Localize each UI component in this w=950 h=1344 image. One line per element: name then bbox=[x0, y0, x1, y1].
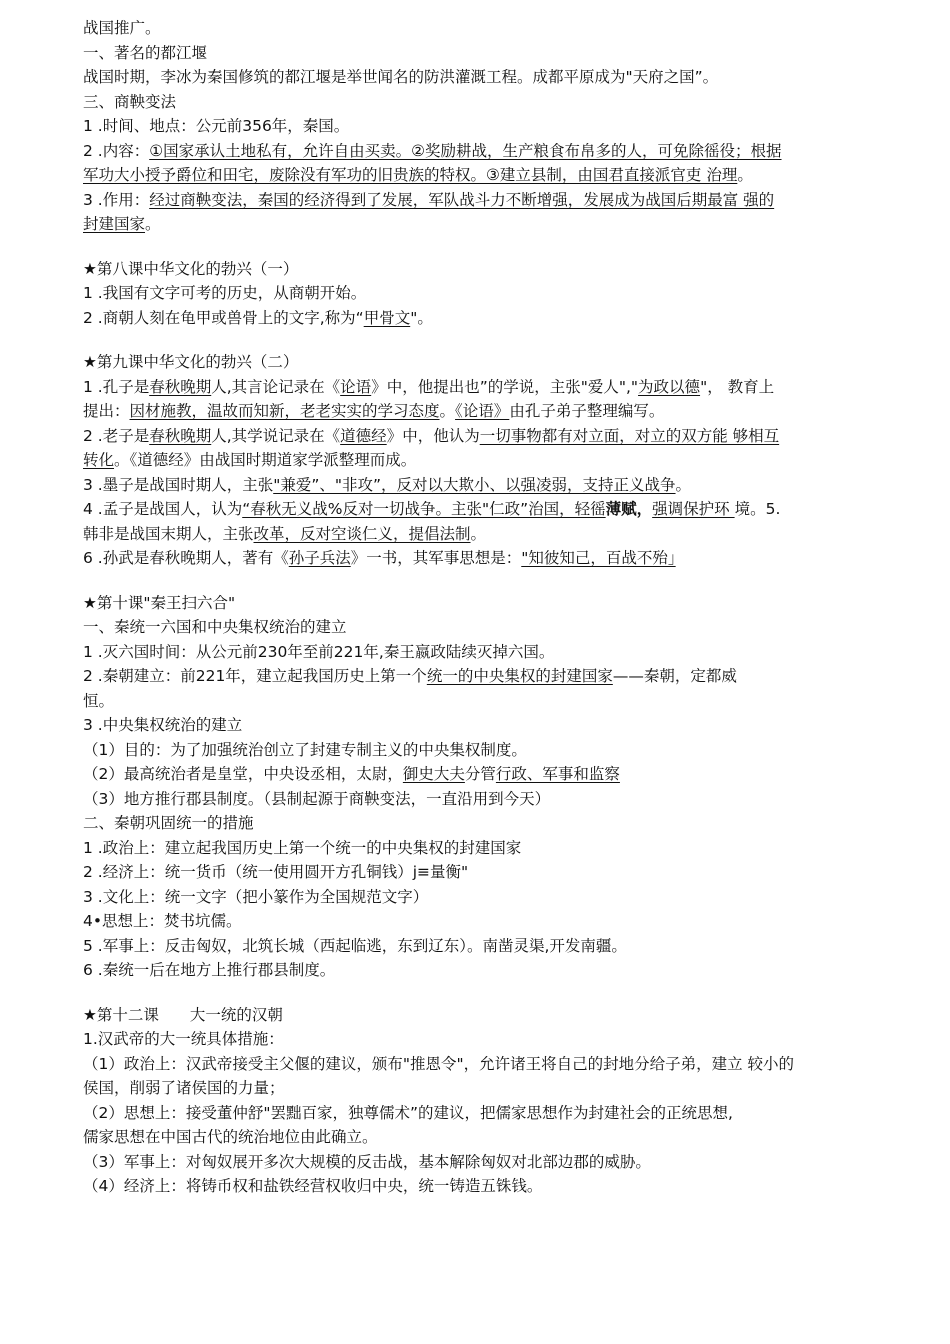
underlined-segment: 孙子兵法 bbox=[288, 549, 351, 567]
text-line bbox=[83, 375, 913, 400]
text-line bbox=[83, 306, 913, 331]
text-segment: 2 .商朝人刻在龟甲或兽骨上的文字,称为“ bbox=[83, 308, 364, 327]
text-segment: 境。5. bbox=[734, 500, 781, 518]
text-line: （2）思想上：接受董仲舒"罢黜百家，独尊儒术”的建议，把儒家思想作为封建社会的正统思想, bbox=[83, 1103, 733, 1122]
underlined-segment: 春秋晚期 bbox=[149, 426, 212, 445]
underlined-segment: "兼爱”、"非攻”，反对以大欺小、以强凌弱，支持正义战争 bbox=[273, 475, 676, 494]
text-segment: 。 bbox=[439, 402, 456, 420]
text-segment: 》中，他提出也”的学说，主张"爱人"," bbox=[371, 377, 639, 396]
text-line bbox=[83, 664, 913, 689]
lesson-heading: ★第八课中华文化的勃兴（一） bbox=[83, 259, 299, 278]
text-segment: 2 .老子是 bbox=[83, 426, 150, 445]
underlined-segment: 为政以德 bbox=[638, 377, 701, 396]
text-line: （3）地方推行郡县制度。（县制起源于商鞅变法，一直沿用到今天） bbox=[83, 789, 551, 808]
text-segment: 》一书，其军事思想是： bbox=[350, 549, 522, 567]
text-segment: 提出： bbox=[83, 402, 130, 420]
lesson-heading: ★第十课"秦王扫六合" bbox=[83, 593, 236, 612]
underlined-segment: 强调保护环 bbox=[652, 500, 735, 518]
text-line: 儒家思想在中国古代的统治地位由此确立。 bbox=[83, 1128, 378, 1146]
text-segment: 由孔子弟子整理编写。 bbox=[509, 402, 665, 420]
underlined-segment: 改革，反对空谈仁义，提倡法制 bbox=[253, 524, 471, 543]
underlined-segment: 《论语》 bbox=[455, 402, 510, 420]
underlined-segment: 封建国家 bbox=[83, 215, 146, 233]
underlined-segment: 御史大夫 bbox=[402, 765, 465, 783]
section-heading: 三、商鞅变法 bbox=[83, 92, 177, 111]
text-segment: 。 bbox=[470, 524, 487, 543]
underlined-segment: “春秋无义战%反对一切战争。主张"仁政”治国，轻徭 bbox=[242, 500, 606, 518]
underlined-segment: 军功大小授予爵位和田宅，废除没有军功的旧贵族的特权。③建立县制，由国君直接派官吏 治理 bbox=[83, 166, 738, 184]
text-line: 恒。 bbox=[83, 691, 115, 710]
text-line: （1）目的：为了加强统治创立了封建专制主义的中央集权制度。 bbox=[83, 740, 527, 759]
underlined-segment: ①国家承认土地私有，允许自由买卖。②奖励耕战，生产粮食布帛多的人，可免除徭役；根据 bbox=[149, 141, 782, 160]
text-line bbox=[83, 212, 913, 237]
text-line: 3 .中央集权统治的建立 bbox=[83, 716, 243, 734]
text-line: 1.汉武帝的大一统具体措施： bbox=[83, 1030, 284, 1048]
underlined-segment: 行政、军事和监察 bbox=[495, 765, 620, 783]
underlined-segment: 一切事物都有对立面，对立的双方能 够相互 bbox=[479, 426, 780, 445]
text-segment: "， 教育上 bbox=[700, 377, 775, 396]
text-line: （4）经济上：将铸币权和盐铁经营权收归中央，统一铸造五铢钱。 bbox=[83, 1177, 543, 1195]
text-line: 3 .文化上：统一文字（把小篆作为全国规范文字） bbox=[83, 887, 429, 906]
text-line bbox=[83, 139, 913, 164]
text-line: 6 .秦统一后在地方上推行郡县制度。 bbox=[83, 961, 336, 979]
text-line bbox=[83, 163, 913, 188]
lesson-heading: ★第十二课 大一统的汉朝 bbox=[83, 1005, 283, 1024]
text-line bbox=[83, 473, 913, 498]
text-line bbox=[83, 762, 913, 787]
text-line: 侯国，削弱了诸侯国的力量； bbox=[83, 1079, 285, 1097]
text-segment: 》中，他认为 bbox=[386, 426, 480, 445]
section-heading: 一、秦统一六国和中央集权统治的建立 bbox=[83, 618, 347, 636]
text-segment: "。 bbox=[410, 308, 433, 327]
underlined-segment: 春秋晚期 bbox=[149, 377, 212, 396]
text-line: 1 .灭六国时间：从公元前230年至前221年,秦王嬴政陆续灭掉六国。 bbox=[83, 642, 555, 661]
text-segment: 3 .墨子是战国时期人，主张 bbox=[83, 475, 274, 494]
text-segment: （2）最高统治者是皇堂，中央设丞相，太尉， bbox=[83, 765, 403, 783]
text-line bbox=[83, 546, 913, 571]
text-line: （3）军事上：对匈奴展开多次大规模的反击战，基本解除匈奴对北部边郡的威胁。 bbox=[83, 1152, 651, 1171]
text-segment: 。 bbox=[675, 475, 692, 494]
text-segment: 人,其学说记录在《 bbox=[211, 426, 341, 445]
underlined-segment: "知彼知己，百战不殆｣ bbox=[521, 549, 676, 567]
section-heading: 一、著名的都江堰 bbox=[83, 43, 208, 62]
underlined-segment: 道德经 bbox=[340, 426, 387, 445]
text-line: 战国推广。 bbox=[83, 19, 161, 37]
bold-segment: 薄赋， bbox=[605, 500, 653, 518]
lesson-heading: ★第九课中华文化的勃兴（二） bbox=[83, 353, 299, 371]
text-segment: ——秦朝，定都威 bbox=[612, 667, 737, 685]
text-segment: 韩非是战国末期人，主张 bbox=[83, 524, 254, 543]
text-line: 2 .经济上：统一货币（统一使用圆开方孔铜钱）j≡量衡" bbox=[83, 863, 469, 881]
text-line: 5 .军事上：反击匈奴，北筑长城（西起临逃，东到辽东）。南凿灵渠,开发南疆。 bbox=[83, 936, 627, 955]
text-line: （1）政治上：汉武帝接受主父偃的建议，颁布"推恩令"，允许诸王将自己的封地分给子弟，建立 较小的 bbox=[83, 1054, 795, 1073]
text-line bbox=[83, 399, 913, 424]
text-line: 战国时期，李冰为秦国修筑的都江堰是举世闻名的防洪灌溉工程。成都平原成为"天府之国”。 bbox=[83, 68, 719, 86]
text-line: 1 .我国有文字可考的历史，从商朝开始。 bbox=[83, 284, 367, 302]
text-line bbox=[83, 497, 913, 522]
text-segment: 1 .孔子是 bbox=[83, 377, 150, 396]
document-page bbox=[83, 16, 913, 1199]
text-segment: 人,其言论记录在《 bbox=[211, 377, 341, 396]
underlined-segment: 统一的中央集权的封建国家 bbox=[426, 667, 613, 685]
text-line: 1 .政治上：建立起我国历史上第一个统一的中央集权的封建国家 bbox=[83, 838, 522, 857]
text-line bbox=[83, 522, 913, 547]
text-line: 4•思想上：焚书坑儒。 bbox=[83, 912, 242, 930]
text-segment: 4 .孟子是战国人，认为 bbox=[83, 500, 243, 518]
underlined-segment: 论语 bbox=[340, 377, 372, 396]
underlined-segment: 因材施教，温故而知新，老老实实的学习态度 bbox=[129, 402, 440, 420]
underlined-segment: 经过商鞅变法，秦国的经济得到了发展，军队战斗力不断增强，发展成为战国后期最富 强的 bbox=[149, 190, 775, 209]
text-line bbox=[83, 188, 913, 213]
text-line: 1 .时间、地点：公元前356年，秦国。 bbox=[83, 117, 350, 135]
section-heading: 二、秦朝巩固统一的措施 bbox=[83, 814, 254, 832]
text-segment: 2 .秦朝建立：前221年，建立起我国历史上第一个 bbox=[83, 667, 427, 685]
underlined-segment: 甲骨文 bbox=[363, 308, 411, 327]
text-segment: 3 .作用： bbox=[83, 190, 150, 209]
text-segment: 2 .内容： bbox=[83, 141, 150, 160]
text-line bbox=[83, 424, 913, 449]
text-segment: 。 bbox=[737, 166, 753, 184]
text-segment: 。《道德经》由战国时期道家学派整理而成。 bbox=[114, 451, 417, 469]
text-segment: 6 .孙武是春秋晚期人，著有《 bbox=[83, 549, 289, 567]
text-segment: 。 bbox=[145, 215, 161, 233]
text-line bbox=[83, 448, 913, 473]
underlined-segment: 转化 bbox=[83, 451, 115, 469]
text-segment: 分管 bbox=[464, 765, 496, 783]
